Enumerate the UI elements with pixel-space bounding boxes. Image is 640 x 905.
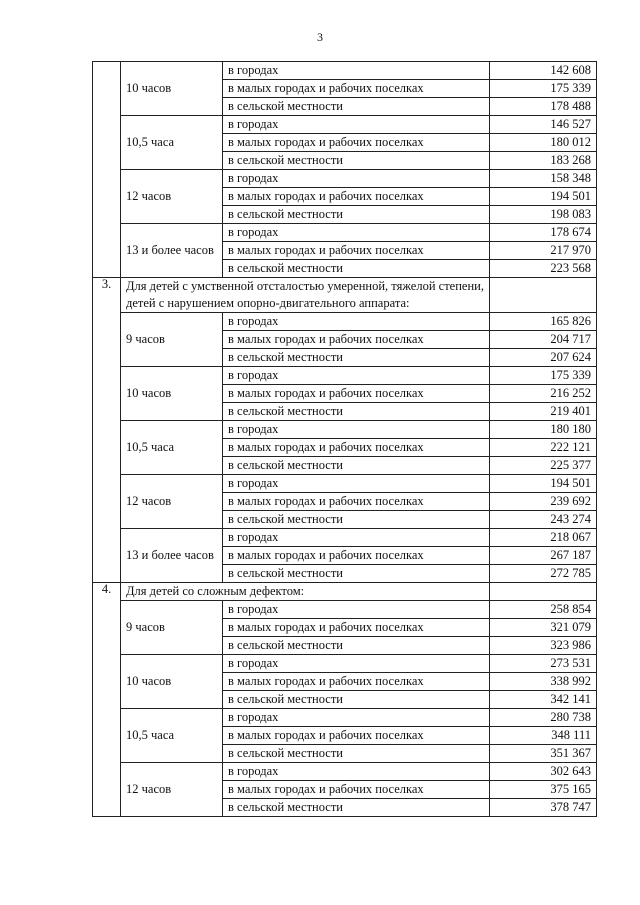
table-row [93,421,597,439]
table-row [93,313,597,331]
value-cell: 378 747 [490,799,597,817]
table-row [93,62,597,80]
location-cell: в городах [223,475,490,493]
hours-cell: 10 часов [121,62,223,116]
location-cell: в сельской местности [223,457,490,475]
tariff-table [92,61,597,817]
hours-cell: 10 часов [121,367,223,421]
value-cell: 375 165 [490,781,597,799]
value-cell: 142 608 [490,62,597,80]
location-cell: в сельской местности [223,511,490,529]
hours-cell: 10 часов [121,655,223,709]
section-number [93,62,121,278]
location-cell: в малых городах и рабочих поселках [223,385,490,403]
hours-cell: 12 часов [121,475,223,529]
value-cell: 180 012 [490,134,597,152]
location-cell: в малых городах и рабочих поселках [223,781,490,799]
table-row [93,529,597,547]
value-cell: 146 527 [490,116,597,134]
location-cell: в сельской местности [223,799,490,817]
value-cell: 351 367 [490,745,597,763]
value-cell: 267 187 [490,547,597,565]
value-cell: 175 339 [490,80,597,98]
hours-cell: 10,5 часа [121,421,223,475]
location-cell: в малых городах и рабочих поселках [223,242,490,260]
value-cell: 243 274 [490,511,597,529]
value-cell: 321 079 [490,619,597,637]
location-cell: в сельской местности [223,565,490,583]
location-cell: в малых городах и рабочих поселках [223,547,490,565]
value-cell: 280 738 [490,709,597,727]
location-cell: в городах [223,62,490,80]
location-cell: в городах [223,601,490,619]
location-cell: в сельской местности [223,98,490,116]
location-cell: в городах [223,763,490,781]
location-cell: в сельской местности [223,637,490,655]
hours-cell: 9 часов [121,601,223,655]
value-cell: 194 501 [490,188,597,206]
location-cell: в малых городах и рабочих поселках [223,331,490,349]
location-cell: в городах [223,529,490,547]
value-cell: 348 111 [490,727,597,745]
value-cell: 194 501 [490,475,597,493]
table-row [93,224,597,242]
value-cell: 302 643 [490,763,597,781]
value-cell-empty [490,583,597,601]
location-cell: в городах [223,421,490,439]
location-cell: в малых городах и рабочих поселках [223,188,490,206]
section-number: 3. [93,278,121,583]
value-cell: 218 067 [490,529,597,547]
table-row [93,709,597,727]
value-cell: 207 624 [490,349,597,367]
location-cell: в сельской местности [223,403,490,421]
value-cell: 180 180 [490,421,597,439]
value-cell: 222 121 [490,439,597,457]
section-number: 4. [93,583,121,817]
value-cell: 216 252 [490,385,597,403]
hours-cell: 12 часов [121,170,223,224]
value-cell: 342 141 [490,691,597,709]
location-cell: в городах [223,170,490,188]
value-cell-empty [490,278,597,313]
location-cell: в городах [223,313,490,331]
location-cell: в городах [223,367,490,385]
section-title-row [93,278,597,313]
value-cell: 219 401 [490,403,597,421]
value-cell: 198 083 [490,206,597,224]
table-row [93,655,597,673]
table-row [93,367,597,385]
hours-cell: 13 и более часов [121,224,223,278]
value-cell: 204 717 [490,331,597,349]
hours-cell: 10,5 часа [121,709,223,763]
location-cell: в городах [223,116,490,134]
location-cell: в малых городах и рабочих поселках [223,727,490,745]
table-row [93,170,597,188]
location-cell: в сельской местности [223,691,490,709]
table-row [93,475,597,493]
section-title-row [93,583,597,601]
location-cell: в сельской местности [223,206,490,224]
value-cell: 239 692 [490,493,597,511]
value-cell: 258 854 [490,601,597,619]
location-cell: в городах [223,224,490,242]
value-cell: 217 970 [490,242,597,260]
value-cell: 165 826 [490,313,597,331]
value-cell: 183 268 [490,152,597,170]
tariff-table-body [93,62,597,817]
location-cell: в малых городах и рабочих поселках [223,619,490,637]
value-cell: 323 986 [490,637,597,655]
table-row [93,763,597,781]
location-cell: в сельской местности [223,745,490,763]
hours-cell: 10,5 часа [121,116,223,170]
location-cell: в городах [223,655,490,673]
value-cell: 338 992 [490,673,597,691]
location-cell: в сельской местности [223,349,490,367]
value-cell: 178 674 [490,224,597,242]
location-cell: в малых городах и рабочих поселках [223,80,490,98]
location-cell: в малых городах и рабочих поселках [223,134,490,152]
page-number: 3 [317,30,323,44]
value-cell: 175 339 [490,367,597,385]
value-cell: 272 785 [490,565,597,583]
location-cell: в городах [223,709,490,727]
hours-cell: 9 часов [121,313,223,367]
value-cell: 178 488 [490,98,597,116]
value-cell: 223 568 [490,260,597,278]
location-cell: в сельской местности [223,152,490,170]
hours-cell: 13 и более часов [121,529,223,583]
location-cell: в сельской местности [223,260,490,278]
hours-cell: 12 часов [121,763,223,817]
section-title: Для детей с умственной отсталостью умеренной, тяжелой степени, детей с нарушением опорно-двигательного аппарата: [121,278,490,313]
table-row [93,601,597,619]
location-cell: в малых городах и рабочих поселках [223,673,490,691]
location-cell: в малых городах и рабочих поселках [223,439,490,457]
value-cell: 273 531 [490,655,597,673]
value-cell: 158 348 [490,170,597,188]
value-cell: 225 377 [490,457,597,475]
table-row [93,116,597,134]
section-title: Для детей со сложным дефектом: [121,583,490,601]
location-cell: в малых городах и рабочих поселках [223,493,490,511]
